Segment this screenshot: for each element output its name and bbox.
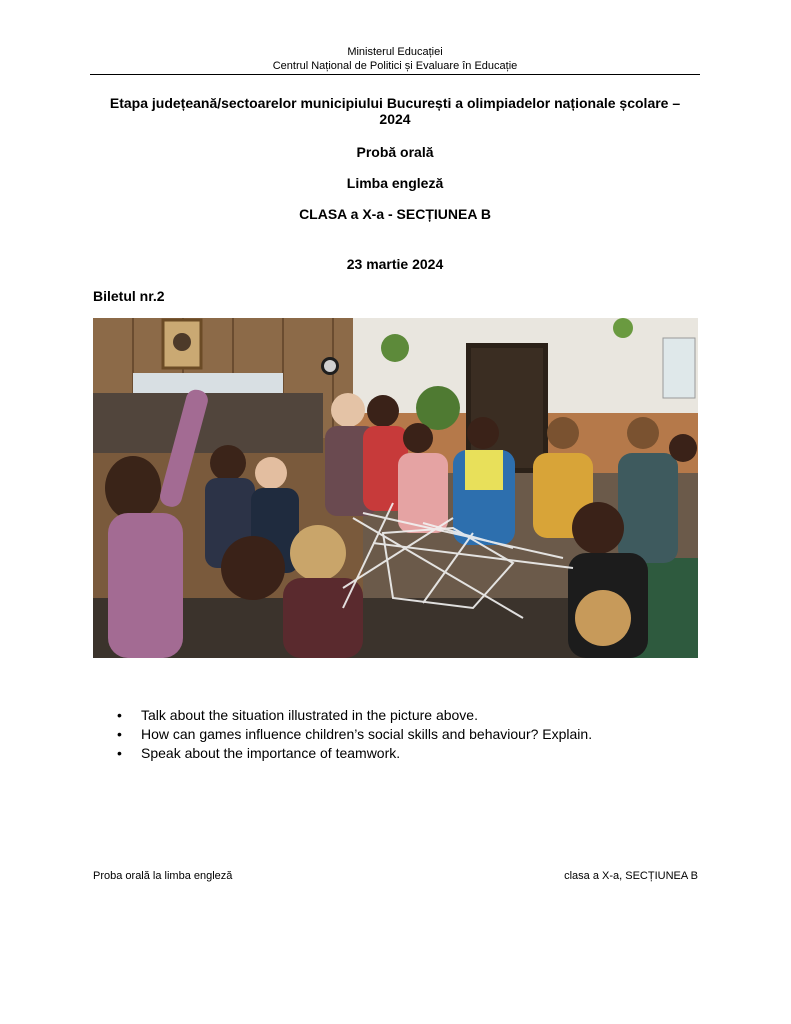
bullet-icon: • [117, 707, 122, 723]
bullet-icon: • [117, 726, 122, 742]
classroom-photo [93, 318, 698, 658]
list-item [117, 744, 592, 763]
subject: Limba engleză [346, 175, 444, 191]
ministry-name: Ministerul Educației [347, 46, 443, 58]
exam-date: 23 martie 2024 [346, 256, 444, 272]
task-text: Talk about the situation illustrated in the picture above. [141, 707, 478, 723]
list-item [117, 725, 592, 744]
task-text: Speak about the importance of teamwork. [141, 745, 401, 761]
header-divider [90, 74, 700, 75]
list-item [117, 706, 592, 725]
footer-right: clasa a X-a, SECȚIUNEA B [564, 870, 698, 882]
ticket-number: Biletul nr.2 [93, 288, 165, 304]
task-text: How can games influence children’s social skills and behaviour? Explain. [141, 726, 593, 742]
bullet-icon: • [117, 745, 122, 761]
class-section: CLASA a X-a - SECȚIUNEA B [299, 206, 491, 222]
exam-type: Probă orală [356, 144, 434, 160]
footer-left: Proba orală la limba engleză [93, 870, 233, 882]
task-list [117, 706, 592, 763]
document-title: Etapa județeană/sectoarelor municipiului București a olimpiadelor naționale școlare – 2024 [109, 95, 681, 127]
page-header [90, 45, 700, 73]
center-name: Centrul Național de Politici și Evaluare în Educație [272, 60, 518, 72]
